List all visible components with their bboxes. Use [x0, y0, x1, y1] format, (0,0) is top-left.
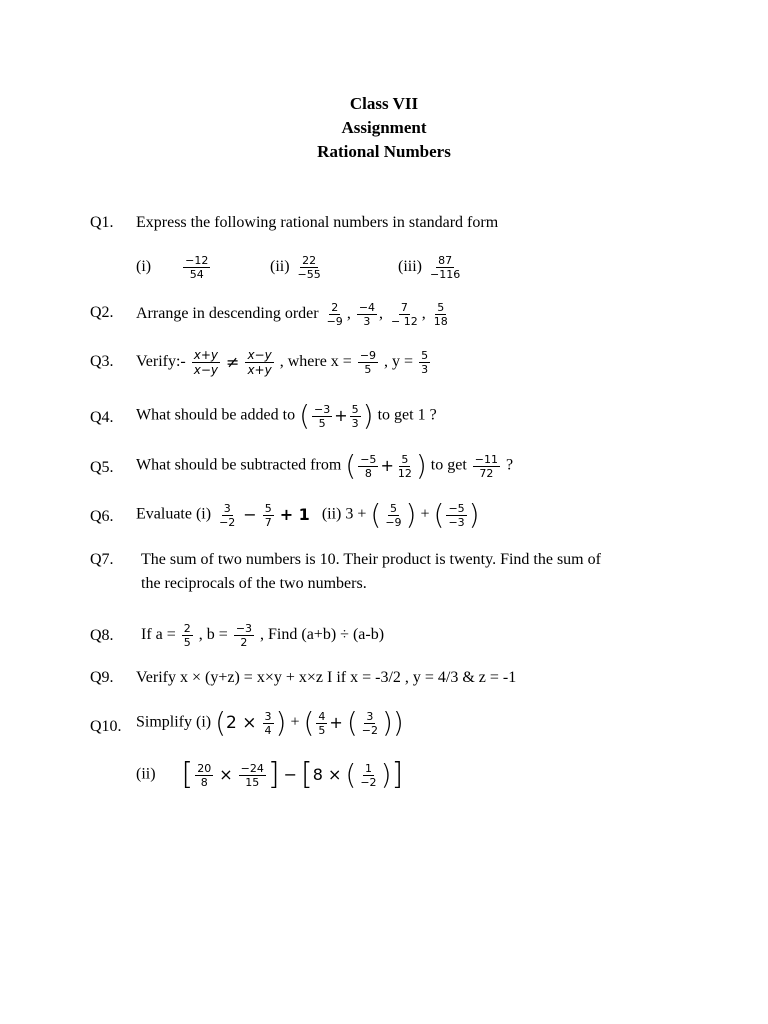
q6-line: Evaluate (i) $\frac{3}{-2}$ − $\frac{5}{7}$ + 1 (ii) 3 + ( $\frac{5}{-9}$ ) + ( $\frac{-5}{-3}$ ) — [136, 498, 480, 531]
q3-neq: ≠ — [226, 352, 240, 372]
assignment-title: Assignment — [341, 118, 427, 137]
q1-part-ii — [270, 254, 325, 281]
q4-line: What should be added to ( $\frac{-3}{5}$ + $\frac{5}{3}$ ) to get 1 ? — [136, 399, 437, 432]
q10-line-ii: (ii) [ $\frac{20}{8}$ × $\frac{-24}{15}$ ] − [8 × ( $\frac{1}{-2}$ )] — [136, 757, 404, 792]
topic-title: Rational Numbers — [317, 142, 451, 161]
q9-number: Q9. — [90, 669, 114, 686]
q5-fraction-1: $\frac{-5}{8}$ — [360, 452, 377, 480]
q3-line — [136, 348, 432, 377]
q6-fraction-4: $\frac{-5}{-3}$ — [448, 501, 465, 529]
q8-b-fraction: $\frac{-3}{2}$ — [235, 622, 253, 649]
q1-fraction-2: $\frac{22}{-55}$ — [297, 254, 321, 281]
q5-fraction-3: $\frac{-11}{72}$ — [474, 452, 498, 480]
q5-line: What should be subtracted from ( $\frac{-5}{8}$ + $\frac{5}{12}$ ) to get $\frac{-11}{72}$ ? — [136, 449, 514, 482]
q1-number: Q1. — [90, 214, 114, 231]
q6-plus-one: + 1 — [279, 505, 310, 524]
class-title: Class VII — [349, 94, 419, 113]
q10-fraction-4: $\frac{20}{8}$ — [197, 761, 212, 789]
q10-text: Simplify (i) — [136, 713, 212, 731]
q6-fraction-2: $\frac{5}{7}$ — [264, 501, 272, 529]
q8-b: , b = — [198, 626, 228, 644]
q7-line2: the reciprocals of the two numbers. — [141, 575, 367, 592]
q10-fraction-5: $\frac{-24}{15}$ — [240, 761, 264, 789]
q10-fraction-1: $\frac{3}{4}$ — [264, 709, 272, 737]
q3-where: , where x = — [279, 353, 352, 371]
q4-number: Q4. — [90, 409, 114, 426]
q3-y: , y = — [384, 353, 414, 371]
q1-label-ii: (ii) — [270, 258, 290, 276]
q6-part-ii: (ii) 3 + — [321, 505, 367, 523]
q4-fraction-2: $\frac{5}{3}$ — [351, 402, 359, 430]
q5-tail: ? — [506, 456, 514, 474]
q6-number: Q6. — [90, 508, 114, 525]
q1-fraction-3: $\frac{87}{-116}$ — [430, 254, 461, 281]
q2-fraction-3: $\frac{7}{- 12}$ — [391, 301, 418, 328]
q1-label-iii: (iii) — [398, 258, 422, 276]
q1-part-iii — [398, 254, 464, 281]
q4-fraction-1: $\frac{-3}{5}$ — [314, 402, 331, 430]
q3-x-fraction: $\frac{-9}{5}$ — [359, 349, 377, 376]
q3-fraction-b: $\frac{x-y}{x+y}$ — [247, 348, 272, 377]
q7-number: Q7. — [90, 551, 114, 568]
q7-line1: The sum of two numbers is 10. Their product is twenty. Find the sum of — [141, 551, 601, 568]
q2-fraction-1: $\frac{2}{-9}$ — [326, 301, 343, 328]
q10-fraction-2: $\frac{4}{5}$ — [318, 709, 326, 737]
q8-line — [141, 622, 384, 649]
q2-fraction-4: $\frac{5}{18}$ — [433, 301, 448, 328]
q2-line: Arrange in descending order $\frac{2}{-9}$ , $\frac{-4}{3}$ , $\frac{7}{- 12}$ , $\frac{5}{18}$ — [136, 301, 448, 328]
q5-text: What should be subtracted from — [136, 456, 342, 474]
q3-fraction-a: $\frac{x+y}{x-y}$ — [193, 348, 219, 377]
q3-text: Verify:- — [136, 353, 186, 371]
q1-label-i: (i) — [136, 258, 152, 276]
q2-fraction-2: $\frac{-4}{3}$ — [358, 301, 376, 328]
q6-fraction-3: $\frac{5}{-9}$ — [385, 501, 402, 529]
q8-tail: , Find (a+b) ÷ (a-b) — [260, 626, 385, 644]
q8-a-fraction: $\frac{2}{5}$ — [183, 622, 191, 649]
q5-mid: to get — [430, 456, 467, 474]
q6-text: Evaluate (i) — [136, 505, 212, 523]
q9-text: Verify x × (y+z) = x×y + x×z I if x = -3/2 , y = 4/3 & z = -1 — [136, 669, 517, 686]
q10-fraction-3: $\frac{3}{-2}$ — [361, 709, 378, 737]
q6-fraction-1: $\frac{3}{-2}$ — [219, 501, 236, 529]
q5-number: Q5. — [90, 459, 114, 476]
q4-text: What should be added to — [136, 406, 296, 424]
q2-text: Arrange in descending order — [136, 305, 319, 323]
q8-text: If a = — [141, 626, 176, 644]
q10-number: Q10. — [90, 718, 122, 735]
q1-part-i — [136, 254, 212, 281]
q1-text: Express the following rational numbers in standard form — [136, 214, 499, 231]
q4-tail: to get 1 ? — [377, 406, 437, 424]
q1-fraction-1: $\frac{-12}{54}$ — [185, 254, 209, 281]
q10-part-ii: (ii) — [136, 765, 156, 783]
q10-line-i: Simplify (i) (2 × $\frac{3}{4}$ ) + ( $\frac{4}{5}$ + ( $\frac{3}{-2}$ )) — [136, 706, 404, 739]
q2-number: Q2. — [90, 304, 114, 321]
q3-number: Q3. — [90, 353, 114, 370]
q8-number: Q8. — [90, 627, 114, 644]
q5-fraction-2: $\frac{5}{12}$ — [397, 452, 412, 480]
q3-y-fraction: $\frac{5}{3}$ — [421, 349, 429, 376]
q10-fraction-6: $\frac{1}{-2}$ — [360, 761, 377, 789]
